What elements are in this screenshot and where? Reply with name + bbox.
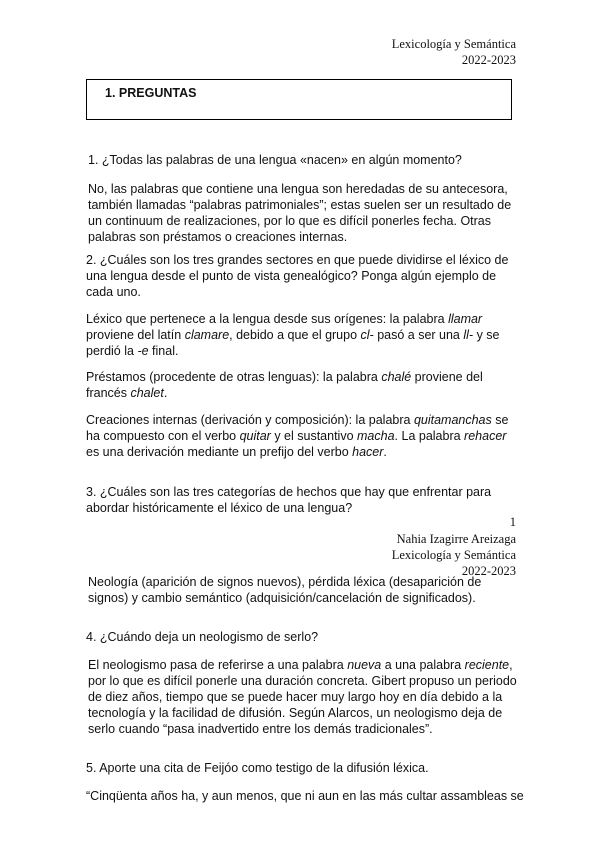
answer-2c-term: quitamanchas: [413, 413, 492, 427]
answer-2c-term: hacer: [352, 445, 384, 459]
answer-3: Neología (aparición de signos nuevos), pérdida léxica (desaparición de signos) y cambio semántico (adquisición/cancelación de significados).: [88, 575, 482, 605]
answer-2c-term: rehacer: [464, 429, 507, 443]
header-subject: Lexicología y Semántica: [391, 37, 516, 51]
section-title-box: [86, 79, 512, 120]
answer-1: No, las palabras que contiene una lengua son heredadas de su antecesora, también llamadas “palabras patrimoniales”; estas suelen ser un resultado de un continuum de realizaciones, por lo que es difícil ponerles fecha. Otras palabras son préstamos o creaciones internas.: [88, 182, 512, 244]
header-year: 2022-2023: [461, 564, 516, 578]
answer-2b-term: chalet: [130, 386, 164, 400]
answer-2c-text: .: [383, 445, 387, 459]
answer-5: “Cinqüenta años ha, y aun menos, que ni aun en las más cultar assambleas se: [86, 789, 524, 803]
answer-2b-text: proviene del francés: [86, 370, 483, 400]
answer-2c: [86, 412, 516, 460]
page-header-1: [392, 36, 516, 68]
answer-2a-text: , debido a que el grupo: [229, 328, 361, 342]
answer-2b-text: .: [163, 386, 168, 400]
answer-2a-term: llamar: [448, 312, 483, 326]
answer-2a-text: pasó a ser una: [373, 328, 464, 342]
question-1: 1. ¿Todas las palabras de una lengua «nacen» en algún momento?: [88, 153, 462, 167]
answer-4: [88, 657, 518, 737]
answer-2a-term: ll-: [463, 328, 474, 342]
answer-2a: [86, 311, 516, 359]
header-author: Nahia Izagirre Areizaga: [396, 532, 516, 546]
question-3: 3. ¿Cuáles son las tres categorías de hechos que hay que enfrentar para abordar históricamente el léxico de una lengua?: [86, 485, 492, 515]
answer-2a-term: clamare: [184, 328, 230, 342]
section-title: 1. PREGUNTAS: [105, 86, 197, 100]
answer-2a-term: -e: [137, 344, 149, 358]
answer-2c-term: macha: [357, 429, 395, 443]
answer-2a-text: y se perdió la: [86, 328, 500, 358]
answer-4-text: a una palabra: [381, 658, 465, 672]
answer-4-term: nueva: [347, 658, 382, 672]
answer-2c-text: . La palabra: [394, 429, 465, 443]
answer-2c-text: y el sustantivo: [270, 429, 358, 443]
header-year: 2022-2023: [461, 53, 516, 67]
answer-2c-text: Creaciones internas (derivación y composición): la palabra: [86, 413, 414, 427]
answer-2c-term: quitar: [239, 429, 271, 443]
answer-2a-term: cl-: [360, 328, 374, 342]
answer-2a-text: proviene del latín: [86, 328, 185, 342]
answer-4-text: El neologismo pasa de referirse a una palabra: [88, 658, 348, 672]
answer-2b: [86, 369, 516, 401]
answer-2c-text: es una derivación mediante un prefijo del verbo: [86, 445, 353, 459]
question-4: 4. ¿Cuándo deja un neologismo de serlo?: [86, 630, 319, 644]
question-5: 5. Aporte una cita de Feijóo como testigo de la difusión léxica.: [86, 761, 429, 775]
answer-2c-text: se ha compuesto con el verbo: [86, 413, 509, 443]
answer-2a-text: final.: [148, 344, 179, 358]
page-header-2: [392, 531, 516, 579]
answer-4-text: , por lo que es difícil ponerle una duración concreta. Gibert propuso un periodo de diez años, tiempo que se puede hacer muy largo hoy en día debido a la tecnología y la facilidad de difusión. Según Alarcos, un neologismo deja de serlo cuando “pasa inadvertido entre los demás tradicionales”.: [88, 658, 517, 736]
page-number: 1: [509, 515, 516, 529]
answer-2b-term: chalé: [381, 370, 412, 384]
answer-4-term: reciente: [464, 658, 510, 672]
answer-2a-text: Léxico que pertenece a la lengua desde sus orígenes: la palabra: [86, 312, 449, 326]
answer-2b-text: Préstamos (procedente de otras lenguas): la palabra: [86, 370, 382, 384]
header-subject: Lexicología y Semántica: [391, 548, 516, 562]
question-2: 2. ¿Cuáles son los tres grandes sectores en que puede dividirse el léxico de una lengua desde el punto de vista genealógico? Ponga algún ejemplo de cada uno.: [86, 253, 509, 299]
